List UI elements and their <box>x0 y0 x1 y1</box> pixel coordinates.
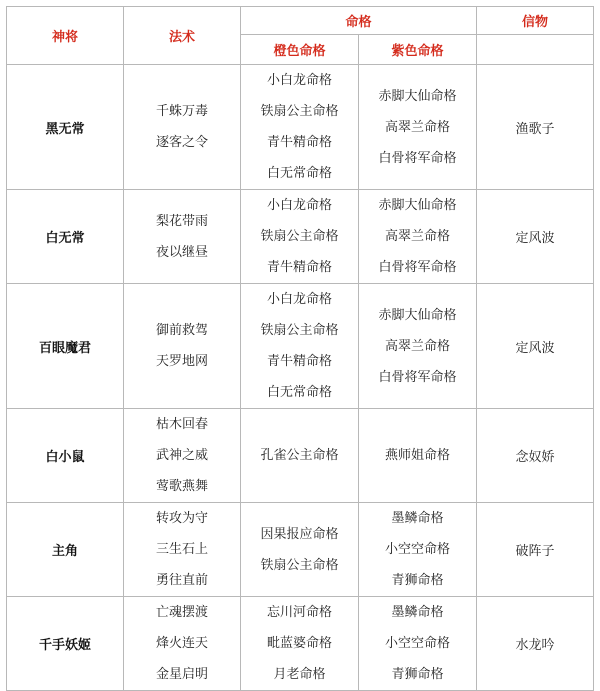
orange-fate-list <box>241 284 359 409</box>
skill-item: 梨花带雨 <box>155 213 208 229</box>
token-value: 渔歌子 <box>477 65 594 190</box>
purple-fate-item: 小空空命格 <box>385 636 451 651</box>
header-fate: 命格 <box>241 7 477 35</box>
orange-fate-item: 青牛精命格 <box>266 260 332 275</box>
orange-fate-item: 青牛精命格 <box>266 354 332 369</box>
orange-fate-list <box>241 409 359 503</box>
orange-fate-list <box>241 597 359 691</box>
purple-fate-list <box>359 597 477 691</box>
purple-fate-item: 燕师姐命格 <box>385 448 451 463</box>
table-row <box>7 65 594 190</box>
header-orange-fate: 橙色命格 <box>241 35 359 65</box>
skill-list <box>124 409 241 503</box>
purple-fate-item: 高翠兰命格 <box>385 229 451 244</box>
orange-fate-item: 忘川河命格 <box>266 605 332 620</box>
skill-list <box>124 503 241 597</box>
general-name: 黑无常 <box>7 65 124 190</box>
purple-fate-list <box>359 409 477 503</box>
table-row <box>7 409 594 503</box>
orange-fate-item: 铁扇公主命格 <box>260 229 339 244</box>
skill-item: 莺歌燕舞 <box>155 479 208 494</box>
general-name: 千手妖姬 <box>7 597 124 691</box>
table-row <box>7 503 594 597</box>
purple-fate-item: 白骨将军命格 <box>378 150 457 166</box>
orange-fate-list <box>241 503 359 597</box>
token-value: 定风波 <box>477 284 594 409</box>
purple-fate-item: 墨鳞命格 <box>391 605 444 620</box>
orange-fate-item: 孔雀公主命格 <box>260 448 339 463</box>
orange-fate-item: 小白龙命格 <box>266 292 332 307</box>
skill-item: 三生石上 <box>155 542 208 557</box>
orange-fate-item: 青牛精命格 <box>266 135 332 150</box>
orange-fate-item: 因果报应命格 <box>260 526 339 542</box>
skill-item: 逐客之令 <box>155 135 208 150</box>
orange-fate-list <box>241 65 359 190</box>
orange-fate-list <box>241 190 359 284</box>
table-row <box>7 597 594 691</box>
purple-fate-item: 赤脚大仙命格 <box>378 307 457 323</box>
skill-list <box>124 284 241 409</box>
table-row <box>7 284 594 409</box>
skill-item: 转攻为守 <box>155 511 208 526</box>
purple-fate-item: 高翠兰命格 <box>385 119 451 135</box>
orange-fate-item: 月老命格 <box>273 667 326 682</box>
token-value: 定风波 <box>477 190 594 284</box>
header-general: 神将 <box>7 7 124 65</box>
orange-fate-item: 小白龙命格 <box>266 198 332 213</box>
token-value: 念奴娇 <box>477 409 594 503</box>
general-name: 白无常 <box>7 190 124 284</box>
orange-fate-item: 铁扇公主命格 <box>260 104 339 119</box>
skill-item: 烽火连天 <box>155 636 208 651</box>
general-name: 主角 <box>7 503 124 597</box>
orange-fate-item: 铁扇公主命格 <box>260 323 339 338</box>
skill-item: 金星启明 <box>155 667 208 682</box>
purple-fate-item: 青狮命格 <box>391 667 444 682</box>
purple-fate-item: 小空空命格 <box>385 542 451 557</box>
skill-item: 夜以继昼 <box>155 244 208 260</box>
table-row <box>7 190 594 284</box>
purple-fate-item: 白骨将军命格 <box>378 369 457 385</box>
purple-fate-item: 赤脚大仙命格 <box>378 198 457 213</box>
purple-fate-list <box>359 65 477 190</box>
skill-item: 武神之威 <box>155 448 208 463</box>
skill-list <box>124 597 241 691</box>
general-name: 百眼魔君 <box>7 284 124 409</box>
skill-item: 御前救驾 <box>155 323 208 338</box>
skill-item: 千蛛万毒 <box>155 104 208 119</box>
header-token-empty <box>477 35 594 65</box>
purple-fate-list <box>359 284 477 409</box>
token-value: 破阵子 <box>477 503 594 597</box>
header-token: 信物 <box>477 7 594 35</box>
purple-fate-item: 白骨将军命格 <box>378 260 457 275</box>
fate-table <box>6 6 594 691</box>
skill-item: 枯木回春 <box>155 417 208 432</box>
skill-item: 亡魂摆渡 <box>155 605 208 620</box>
orange-fate-item: 白无常命格 <box>266 166 332 181</box>
table-body <box>7 65 594 691</box>
header-purple-fate: 紫色命格 <box>359 35 477 65</box>
purple-fate-list <box>359 503 477 597</box>
orange-fate-item: 毗蓝婆命格 <box>266 636 332 651</box>
skill-list <box>124 190 241 284</box>
skill-list <box>124 65 241 190</box>
header-skill: 法术 <box>124 7 241 65</box>
purple-fate-item: 高翠兰命格 <box>385 338 451 354</box>
purple-fate-item: 青狮命格 <box>391 573 444 588</box>
token-value: 水龙吟 <box>477 597 594 691</box>
orange-fate-item: 铁扇公主命格 <box>260 557 339 573</box>
skill-item: 勇往直前 <box>155 573 208 588</box>
orange-fate-item: 白无常命格 <box>266 385 332 400</box>
skill-item: 天罗地网 <box>155 354 208 369</box>
orange-fate-item: 小白龙命格 <box>266 73 332 88</box>
general-name: 白小鼠 <box>7 409 124 503</box>
purple-fate-item: 墨鳞命格 <box>391 511 444 526</box>
purple-fate-list <box>359 190 477 284</box>
purple-fate-item: 赤脚大仙命格 <box>378 88 457 104</box>
